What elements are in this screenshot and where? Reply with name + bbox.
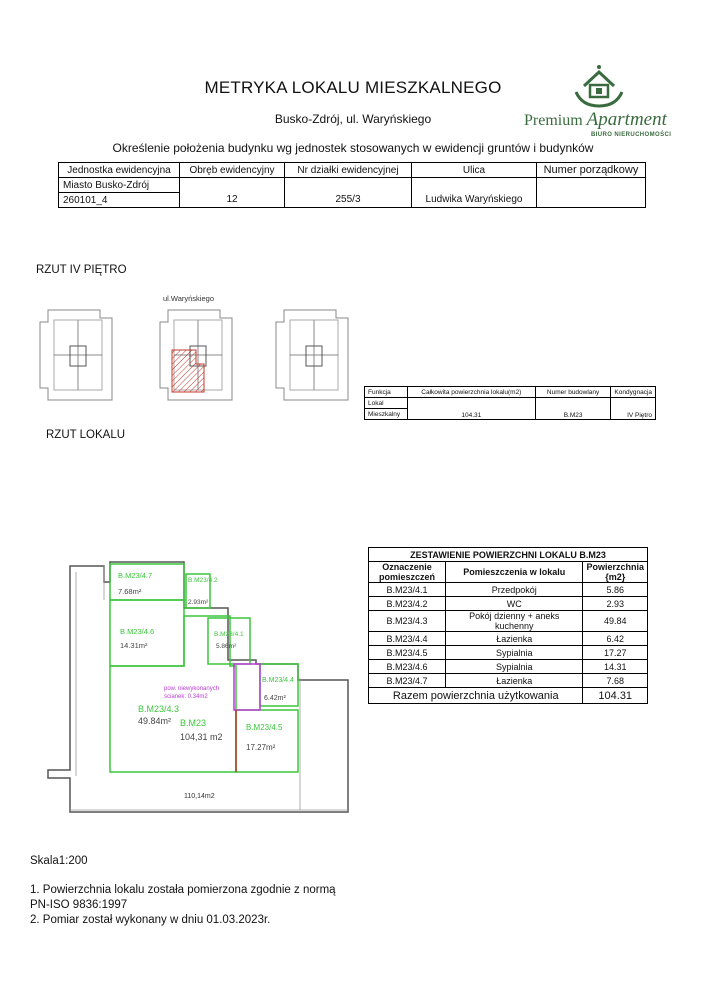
registry-precinct: 12 xyxy=(180,178,285,208)
summary-header-storey: Kondygnacja xyxy=(611,387,656,398)
location-caption: Określenie położenia budynku wg jednostek stosowanych w ewidencji gruntów i budynków xyxy=(112,141,594,155)
room-id: B.M23/4.4 xyxy=(369,632,446,646)
room-id: B.M23/4.1 xyxy=(369,583,446,597)
table-row xyxy=(369,674,648,688)
room-4-1-id: B.M23/4.1 xyxy=(214,631,244,638)
table-row xyxy=(369,646,648,660)
table-row xyxy=(369,611,648,632)
room-area: 49.84 xyxy=(583,611,648,632)
room-id: B.M23/4.5 xyxy=(369,646,446,660)
table-row xyxy=(369,660,648,674)
unit-summary-row-1 xyxy=(365,398,656,409)
room-4-6-area: 14.31m² xyxy=(120,641,148,650)
note-1-standard: PN-ISO 9836:1997 xyxy=(30,899,128,911)
room-4-3-id: B.M23/4.3 xyxy=(138,704,180,714)
registry-street: Ludwika Waryńskiego xyxy=(412,178,537,208)
note-1: 1. Powierzchnia lokalu została pomierzona zgodnie z normą xyxy=(30,884,336,896)
room-4-7-area: 7.68m² xyxy=(118,587,142,596)
unit-id-label: B.M23 xyxy=(180,718,207,728)
room-4-4-id: B.M23/4.4 xyxy=(262,677,294,684)
room-area: 2.93 xyxy=(583,597,648,611)
unfinished-walls-note-2: ścianek: 0.34m2 xyxy=(164,694,208,700)
registry-header-street: Ulica xyxy=(412,163,537,178)
house-hands-icon xyxy=(574,64,624,110)
room-name: Pokój dzienny + aneks kuchenny xyxy=(446,611,583,632)
unit-area-label: 104,31 m2 xyxy=(180,732,223,742)
area-header-id: Oznaczenie pomieszczeń xyxy=(369,562,446,583)
summary-function-line1: Lokal xyxy=(365,398,408,409)
unit-floor-plan xyxy=(40,560,360,825)
area-header-size: Powierzchnia {m2} xyxy=(583,562,648,583)
room-4-1-area: 5.86m² xyxy=(216,643,237,650)
unit-summary-table xyxy=(364,386,656,420)
highlighted-unit xyxy=(172,350,204,392)
area-total-row xyxy=(369,688,648,704)
area-table xyxy=(368,547,648,704)
summary-storey: IV Piętro xyxy=(611,398,656,420)
room-area: 6.42 xyxy=(583,632,648,646)
table-row xyxy=(369,632,648,646)
room-4-1 xyxy=(208,618,250,664)
summary-area: 104.31 xyxy=(407,398,535,420)
table-row xyxy=(369,597,648,611)
room-4-3-area: 49.84m² xyxy=(138,716,172,726)
area-total-label: Razem powierzchnia użytkowania xyxy=(369,688,583,704)
registry-parcel: 255/3 xyxy=(285,178,412,208)
room-name: WC xyxy=(446,597,583,611)
room-name: Sypialnia xyxy=(446,646,583,660)
room-4-5 xyxy=(236,710,298,772)
registry-unit-line2: 260101_4 xyxy=(59,193,180,208)
street-label: ul.Waryńskiego xyxy=(163,294,214,303)
summary-header-function: Funkcja xyxy=(365,387,408,398)
room-4-5-id: B.M23/4.5 xyxy=(246,723,283,732)
floor-thumbnail-1 xyxy=(40,310,112,400)
area-total-value: 104.31 xyxy=(583,688,648,704)
registry-header-precinct: Obręb ewidencyjny xyxy=(180,163,285,178)
area-header-row xyxy=(369,562,648,583)
unit-plan-label: RZUT LOKALU xyxy=(46,429,126,441)
room-area: 5.86 xyxy=(583,583,648,597)
logo-subtitle: BIURO NIERUCHOMOŚCI xyxy=(591,132,672,138)
registry-header-unit: Jednostka ewidencyjna xyxy=(59,163,180,178)
registry-number xyxy=(537,178,646,208)
summary-header-area: Całkowita powierzchnia lokalu(m2) xyxy=(407,387,535,398)
floor-thumbnail-3 xyxy=(276,310,348,400)
room-name: Łazienka xyxy=(446,632,583,646)
room-name: Łazienka xyxy=(446,674,583,688)
area-table-title: ZESTAWIENIE POWIERZCHNI LOKALU B.M23 xyxy=(369,548,648,562)
floor-thumbnails xyxy=(36,302,366,414)
room-area: 7.68 xyxy=(583,674,648,688)
room-4-4-area: 6.42m² xyxy=(264,695,286,702)
registry-unit-line1: Miasto Busko-Zdrój xyxy=(59,178,180,193)
terrace-area-label: 110,14m2 xyxy=(184,793,215,800)
unfinished-walls-note-1: pow. niewykonanych xyxy=(164,686,220,692)
room-4-6-id: B.M23/4.6 xyxy=(120,627,155,636)
note-2: 2. Pomiar został wykonany w dniu 01.03.2023r. xyxy=(30,914,271,926)
area-header-room: Pomieszczenia w lokalu xyxy=(446,562,583,583)
summary-header-build-no: Numer budowlany xyxy=(535,387,611,398)
logo-brand-part2: Apartment xyxy=(586,109,667,130)
room-area: 17.27 xyxy=(583,646,648,660)
scale-label: Skala1:200 xyxy=(30,855,88,867)
document-title: METRYKA LOKALU MIESZKALNEGO xyxy=(204,78,502,97)
table-row xyxy=(369,583,648,597)
floor-plan-label: RZUT IV PIĘTRO xyxy=(36,264,127,276)
address-subtitle: Busko-Zdrój, ul. Waryńskiego xyxy=(274,112,432,126)
room-id: B.M23/4.7 xyxy=(369,674,446,688)
room-id: B.M23/4.2 xyxy=(369,597,446,611)
registry-header-parcel: Nr działki ewidencyjnej xyxy=(285,163,412,178)
registry-row-1 xyxy=(59,178,646,193)
registry-table xyxy=(58,162,646,208)
logo-brand xyxy=(524,109,667,131)
unit-summary-header-row xyxy=(365,387,656,398)
room-4-7-id: B.M23/4.7 xyxy=(118,571,153,580)
room-id: B.M23/4.6 xyxy=(369,660,446,674)
logo-brand-part1: Premium xyxy=(524,112,583,129)
summary-build-no: B.M23 xyxy=(535,398,611,420)
room-4-2-area: 2.93m² xyxy=(188,599,209,606)
summary-function-line2: Mieszkalny xyxy=(365,409,408,420)
unfinished-walls-outline xyxy=(234,664,260,710)
room-name: Przedpokój xyxy=(446,583,583,597)
room-name: Sypialnia xyxy=(446,660,583,674)
room-4-5-area: 17.27m² xyxy=(246,743,276,752)
company-logo xyxy=(520,64,680,144)
registry-header-row xyxy=(59,163,646,178)
registry-header-number: Numer porządkowy xyxy=(537,163,646,178)
room-id: B.M23/4.3 xyxy=(369,611,446,632)
room-4-2-id: B.M23/4.2 xyxy=(188,577,218,584)
area-title-row xyxy=(369,548,648,562)
room-area: 14.31 xyxy=(583,660,648,674)
